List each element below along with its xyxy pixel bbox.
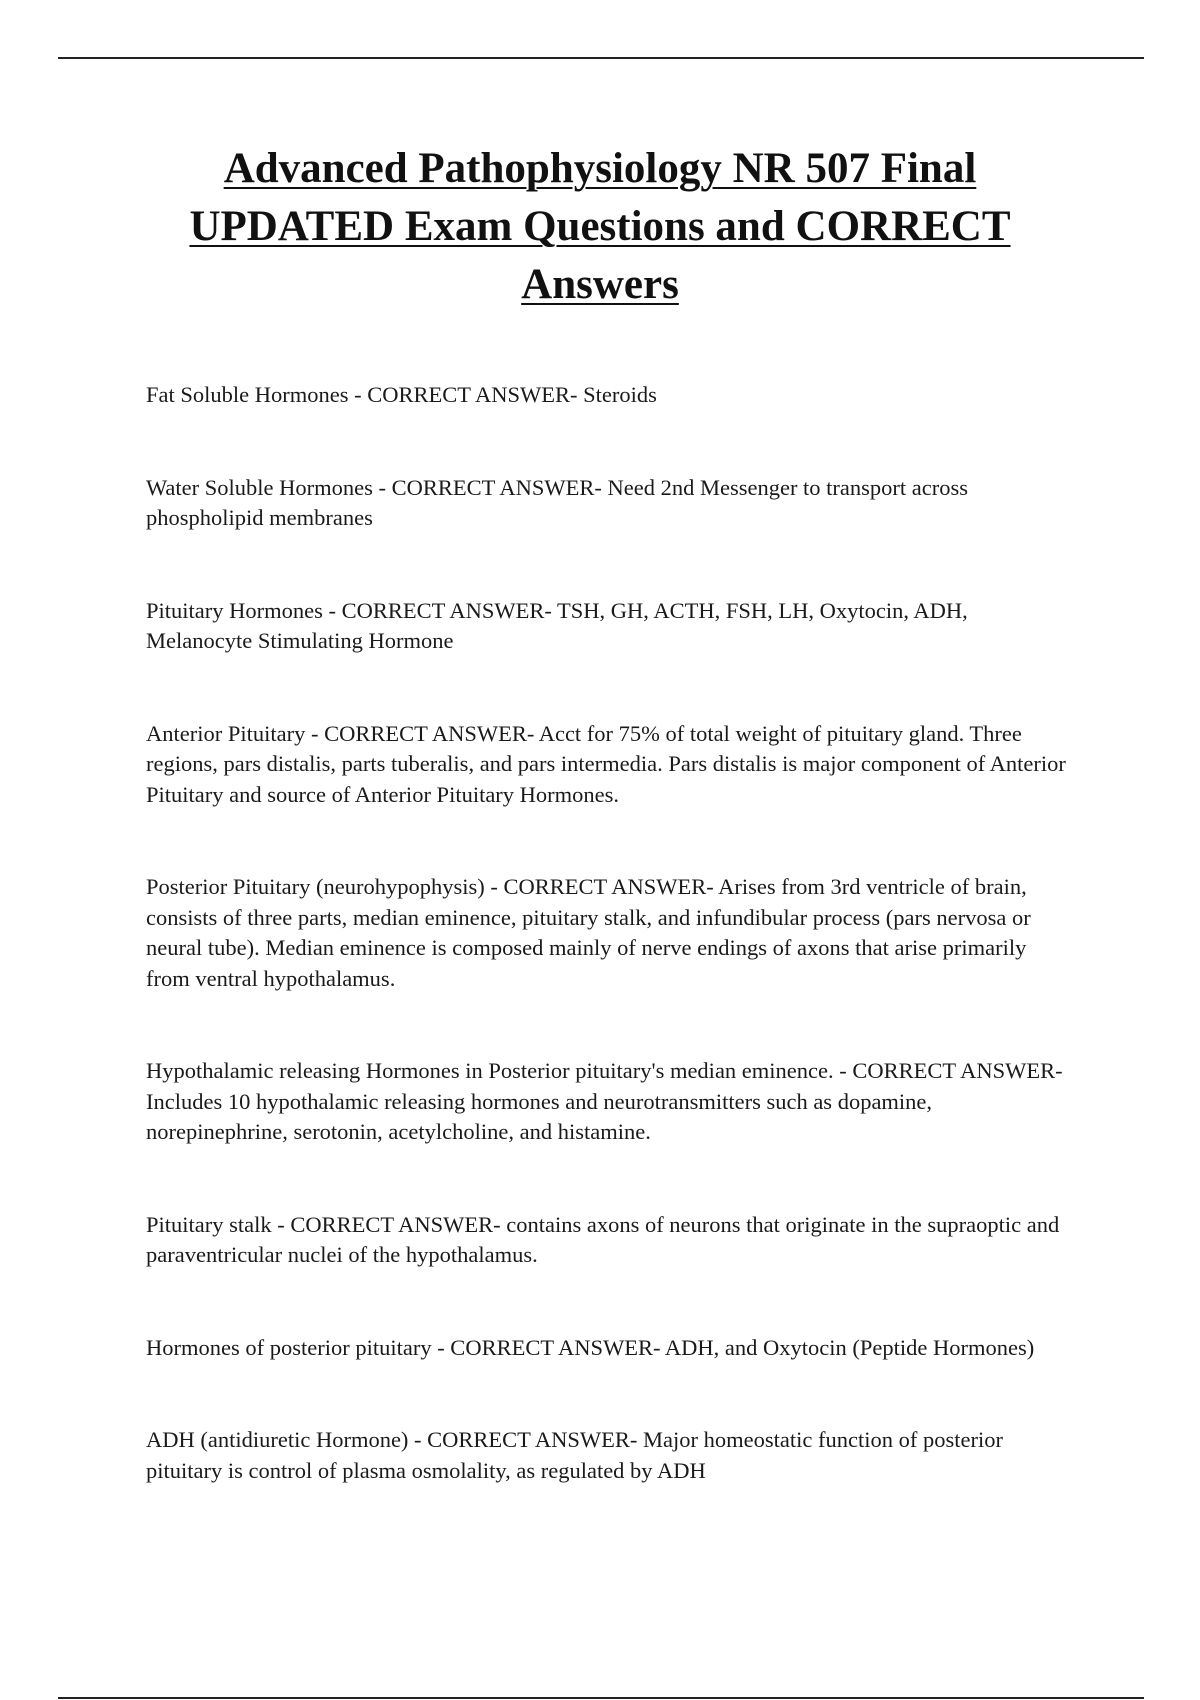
qa-item-posterior-pituitary-hormones: Hormones of posterior pituitary - CORRECT ANSWER- ADH, and Oxytocin (Peptide Hormones): [146, 1334, 1035, 1360]
qa-item-pituitary-hormones: Pituitary Hormones - CORRECT ANSWER- TSH, GH, ACTH, FSH, LH, Oxytocin, ADH, Melanocyte Stimulating Hormone: [146, 597, 968, 653]
top-rule: [58, 57, 1144, 59]
qa-item-hypothalamic-releasing-hormones: Hypothalamic releasing Hormones in Posterior pituitary's median eminence. - CORRECT ANSWER- Includes 10 hypothalamic releasing hormones and neurotransmitters such as dopamine, norepinephrine, serotonin, acetylcholine, and histamine.: [146, 1058, 1063, 1144]
qa-item-adh: ADH (antidiuretic Hormone) - CORRECT ANSWER- Major homeostatic function of posterior pituitary is control of plasma osmolality, as regulated by ADH: [146, 1427, 1003, 1483]
qa-item-posterior-pituitary: Posterior Pituitary (neurohypophysis) - CORRECT ANSWER- Arises from 3rd ventricle of brain, consists of three parts, median eminence, pituitary stalk, and infundibular process (pars nervosa or neural tube). Median eminence is composed mainly of nerve endings of axons that arise primarily from ventral hypothalamus.: [146, 874, 1031, 991]
qa-item-anterior-pituitary: Anterior Pituitary - CORRECT ANSWER- Acct for 75% of total weight of pituitary gland. Three regions, pars distalis, parts tuberalis, and pars intermedia. Pars distalis is major component of Anterior Pituitary and source of Anterior Pituitary Hormones.: [146, 720, 1066, 807]
qa-list: [146, 380, 1066, 1548]
qa-item-pituitary-stalk: Pituitary stalk - CORRECT ANSWER- contains axons of neurons that originate in the supraoptic and paraventricular nuclei of the hypothalamus.: [146, 1211, 1060, 1267]
qa-item-water-soluble-hormones: Water Soluble Hormones - CORRECT ANSWER- Need 2nd Messenger to transport across phospholipid membranes: [146, 474, 969, 530]
bottom-rule: [58, 1697, 1144, 1699]
qa-item-fat-soluble-hormones: Fat Soluble Hormones - CORRECT ANSWER- Steroids: [146, 382, 657, 407]
document-title: Advanced Pathophysiology NR 507 Final UPDATED Exam Questions and CORRECT Answers: [189, 145, 1011, 308]
